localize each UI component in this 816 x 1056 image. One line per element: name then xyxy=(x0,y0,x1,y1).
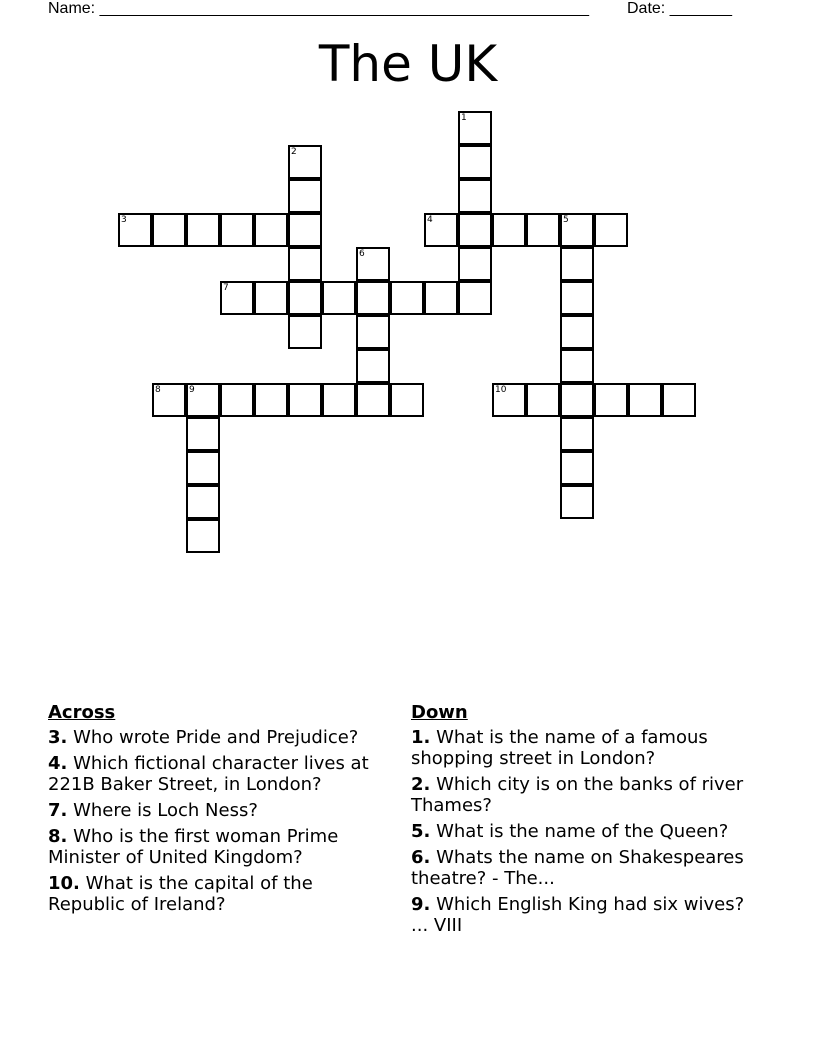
down-heading: Down xyxy=(411,702,468,723)
grid-cell[interactable] xyxy=(322,383,356,417)
clue-number: 2. xyxy=(411,774,431,795)
grid-cell[interactable] xyxy=(220,213,254,247)
grid-cell[interactable] xyxy=(560,383,594,417)
clue-number: 5. xyxy=(411,821,431,842)
clue-number-label: 10 xyxy=(495,385,507,395)
clue-text: Which English King had six wives? ... VIII xyxy=(411,894,745,936)
across-clue-4 xyxy=(48,753,388,795)
grid-cell[interactable] xyxy=(186,417,220,451)
grid-cell[interactable] xyxy=(186,485,220,519)
clue-number: 4. xyxy=(48,753,68,774)
grid-cell[interactable] xyxy=(288,383,322,417)
down-clue-2 xyxy=(411,774,761,816)
grid-cell[interactable] xyxy=(152,383,186,417)
grid-cell[interactable] xyxy=(560,451,594,485)
clue-number: 8. xyxy=(48,826,68,847)
down-clue-5 xyxy=(411,821,761,842)
clue-number-label: 3 xyxy=(121,215,127,225)
clue-text: Who wrote Pride and Prejudice? xyxy=(67,727,359,748)
grid-cell[interactable] xyxy=(356,315,390,349)
grid-cell[interactable] xyxy=(628,383,662,417)
down-clues xyxy=(411,702,761,941)
grid-cell[interactable] xyxy=(458,179,492,213)
clue-text: Which city is on the banks of river Thames? xyxy=(411,774,744,816)
grid-cell[interactable] xyxy=(288,213,322,247)
across-clue-3 xyxy=(48,727,388,748)
clue-number-label: 4 xyxy=(427,215,433,225)
grid-cell[interactable] xyxy=(560,281,594,315)
grid-cell[interactable] xyxy=(560,247,594,281)
clue-text: Where is Loch Ness? xyxy=(67,800,258,821)
clue-text: What is the name of the Queen? xyxy=(430,821,729,842)
grid-cell[interactable] xyxy=(458,213,492,247)
grid-cell[interactable] xyxy=(356,383,390,417)
grid-cell[interactable] xyxy=(220,383,254,417)
clue-number-label: 5 xyxy=(563,215,569,225)
grid-cell[interactable] xyxy=(458,281,492,315)
grid-cell[interactable] xyxy=(186,451,220,485)
grid-cell[interactable] xyxy=(288,247,322,281)
clue-number-label: 1 xyxy=(461,113,467,123)
grid-cell[interactable] xyxy=(390,383,424,417)
across-clue-7 xyxy=(48,800,388,821)
grid-cell[interactable] xyxy=(492,213,526,247)
grid-cell[interactable] xyxy=(254,383,288,417)
grid-cell[interactable] xyxy=(458,247,492,281)
grid-cell[interactable] xyxy=(186,213,220,247)
clue-number: 3. xyxy=(48,727,68,748)
grid-cell[interactable] xyxy=(560,417,594,451)
grid-cell[interactable] xyxy=(458,145,492,179)
grid-cell[interactable] xyxy=(254,213,288,247)
grid-cell[interactable] xyxy=(526,383,560,417)
date-field-label: Date: _______ xyxy=(627,0,732,17)
down-clue-9 xyxy=(411,894,761,936)
grid-cell[interactable] xyxy=(288,179,322,213)
grid-cell[interactable] xyxy=(186,383,220,417)
clue-number-label: 2 xyxy=(291,147,297,157)
clue-number-label: 9 xyxy=(189,385,195,395)
across-clues xyxy=(48,702,388,920)
across-heading: Across xyxy=(48,702,116,723)
name-field-label: Name: _______________________________________________________ xyxy=(48,0,589,17)
across-clue-10 xyxy=(48,873,388,915)
page-title: The UK xyxy=(318,35,498,93)
clue-text: Who is the first woman Prime Minister of United Kingdom? xyxy=(48,826,339,868)
clue-number-label: 6 xyxy=(359,249,365,259)
clue-number: 6. xyxy=(411,847,431,868)
grid-cell[interactable] xyxy=(118,213,152,247)
down-clue-1 xyxy=(411,727,761,769)
grid-cell[interactable] xyxy=(390,281,424,315)
grid-cell[interactable] xyxy=(288,281,322,315)
grid-cell[interactable] xyxy=(288,145,322,179)
grid-cell[interactable] xyxy=(662,383,696,417)
clue-text: Whats the name on Shakespeares theatre? - The... xyxy=(411,847,744,889)
grid-cell[interactable] xyxy=(458,111,492,145)
grid-cell[interactable] xyxy=(560,485,594,519)
grid-cell[interactable] xyxy=(560,315,594,349)
grid-cell[interactable] xyxy=(152,213,186,247)
grid-cell[interactable] xyxy=(356,349,390,383)
grid-cell[interactable] xyxy=(424,281,458,315)
grid-cell[interactable] xyxy=(526,213,560,247)
grid-cell[interactable] xyxy=(186,519,220,553)
clue-text: What is the capital of the Republic of Ireland? xyxy=(48,873,313,915)
across-clue-8 xyxy=(48,826,388,868)
clue-number: 10. xyxy=(48,873,80,894)
grid-cell[interactable] xyxy=(254,281,288,315)
clue-number: 9. xyxy=(411,894,431,915)
down-clue-list xyxy=(411,727,761,936)
clue-number-label: 7 xyxy=(223,283,229,293)
grid-cell[interactable] xyxy=(492,383,526,417)
down-clue-6 xyxy=(411,847,761,889)
grid-cell[interactable] xyxy=(220,281,254,315)
grid-cell[interactable] xyxy=(560,213,594,247)
grid-cell[interactable] xyxy=(424,213,458,247)
clue-text: Which fictional character lives at 221B Baker Street, in London? xyxy=(48,753,369,795)
clue-number: 1. xyxy=(411,727,431,748)
grid-cell[interactable] xyxy=(322,281,356,315)
grid-cell[interactable] xyxy=(356,281,390,315)
grid-cell[interactable] xyxy=(288,315,322,349)
clue-text: What is the name of a famous shopping street in London? xyxy=(411,727,708,769)
clue-number-label: 8 xyxy=(155,385,161,395)
across-clue-list xyxy=(48,727,388,915)
grid-cell[interactable] xyxy=(560,349,594,383)
grid-cell[interactable] xyxy=(356,247,390,281)
grid-cell[interactable] xyxy=(594,213,628,247)
clue-number: 7. xyxy=(48,800,68,821)
grid-cell[interactable] xyxy=(594,383,628,417)
